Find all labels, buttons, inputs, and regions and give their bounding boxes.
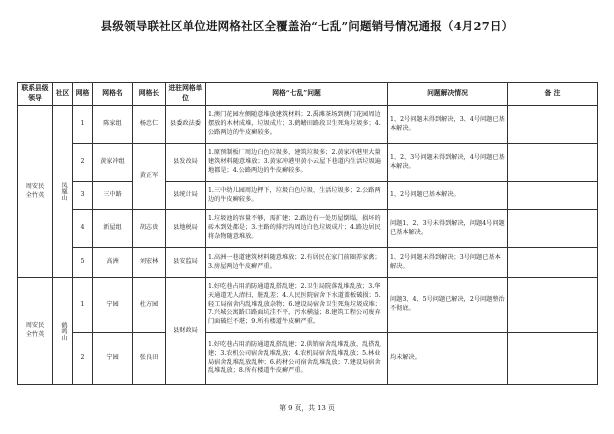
table-row xyxy=(18,248,598,278)
grid-resolution: 均未解决。 xyxy=(388,333,508,385)
header-resolution: 问题解决情况 xyxy=(388,83,508,106)
group-community: 凤凰山 xyxy=(53,106,73,278)
grid-no: 4 xyxy=(73,210,93,248)
header-unit: 进驻网格单位 xyxy=(166,83,206,106)
grid-resolution: 问题3、4、5号问题已解决，2号问题整治不彻底。 xyxy=(388,278,508,333)
table-row xyxy=(18,144,598,182)
page-footer: 第 9 页，共 13 页 xyxy=(279,404,335,412)
grid-name: 宁园 xyxy=(93,333,133,385)
grid-issues: 1.高洲一巷道建筑材料随意堆放；2.有居民在家门前圈养家禽；3.房屋两边牛皮癣严重。 xyxy=(206,248,388,278)
header-grid-leader: 网格长 xyxy=(133,83,166,106)
grid-issues: 1.澳门花园左侧随意堆放建筑材料；2.禹滩茶场到澳门花园周边摆放的木材成堆，垃圾成片；3.鹤鳍田路段卫生死角垃圾多；4.公路两边的牛皮癣较多。 xyxy=(206,106,388,144)
grid-issues: 1.好吃巷占用消防通道乱搭乱建；2.卫生局院落乱堆乱放；3.华天通道无人清扫，脏乱差；4.人民医院宿舍下水道盖板破损；5.轻工局宿舍内乱堆乱放杂物；6.建设局宿舍卫生死角垃圾成堆；7.兴城公寓路口路面坑洼不平，污水横溢；8.建筑工程公司废弃门面破烂不堪；9.所有楼道牛皮癣严重。 xyxy=(206,278,388,333)
grid-unit: 县财政局 xyxy=(166,278,206,385)
header-community: 社区 xyxy=(53,83,73,106)
header-grid-name: 网格名 xyxy=(93,83,133,106)
grid-leader: 黄正军 xyxy=(133,144,166,210)
grid-no: 2 xyxy=(73,333,93,385)
header-row xyxy=(18,83,598,106)
grid-no: 3 xyxy=(73,182,93,210)
grid-leader: 杨忠仁 xyxy=(133,106,166,144)
group-community: 鹤鸣山 xyxy=(53,278,73,385)
page-title: 县级领导联社区单位进网格社区全覆盖治“七乱”问题销号情况通报（4月27日） xyxy=(100,19,514,33)
grid-unit: 县统计局 xyxy=(166,182,206,210)
grid-issues: 1.好吃巷占用消防通道乱搭乱建；2.供销宿舍乱堆乱放、乱搭乱建；3.农机公司宿舍乱堆乱放；4.农机局宿舍乱堆乱放；5.林业局宿舍乱堆乱放乱种；6.药材公司宿舍乱堆乱放；7.建设局宿舍乱堆乱放；8.所有楼道牛皮癣严重。 xyxy=(206,333,388,385)
grid-remarks xyxy=(508,182,598,210)
grid-unit: 县发改局 xyxy=(166,144,206,182)
report-table xyxy=(17,82,598,385)
grid-issues: 1.垃圾池的容量不够，需扩建；2.路边有一处历屋倒塌，损坏的砖木到处都是；3.主路的排污沟周边白色垃圾成片；4.路边居民将杂物随意堆放。 xyxy=(206,210,388,248)
grid-name: 黄家冲组 xyxy=(93,144,133,182)
grid-remarks xyxy=(508,144,598,182)
grid-resolution: 1、2号问题未得到解决，3、4号问题已基本解决。 xyxy=(388,106,508,144)
grid-resolution: 问题1、2、3号未得到解决，问题4号问题已基本解决。 xyxy=(388,210,508,248)
grid-unit: 县安监局 xyxy=(166,248,206,278)
grid-resolution: 1、2号问题未得到解决；3号问题已基本解决。 xyxy=(388,248,508,278)
table-row xyxy=(18,333,598,385)
grid-name: 新屋组 xyxy=(93,210,133,248)
header-remarks: 备 注 xyxy=(508,83,598,106)
table-row xyxy=(18,106,598,144)
group-leader: 周安民 全竹英 xyxy=(18,106,53,278)
grid-remarks xyxy=(508,106,598,144)
grid-no: 2 xyxy=(73,144,93,182)
grid-remarks xyxy=(508,278,598,333)
group-leader: 周安民 全竹英 xyxy=(18,278,53,385)
grid-leader: 张良田 xyxy=(133,333,166,385)
grid-resolution: 1、2、3号问题未得到解决，4号问题已基本解决。 xyxy=(388,144,508,182)
grid-name: 三中路 xyxy=(93,182,133,210)
grid-leader: 胡志贵 xyxy=(133,210,166,248)
grid-no: 1 xyxy=(73,278,93,333)
grid-remarks xyxy=(508,248,598,278)
table-row xyxy=(18,278,598,333)
header-leader: 联系县级领导 xyxy=(18,83,53,106)
table-row xyxy=(18,210,598,248)
header-grid: 网格 xyxy=(73,83,93,106)
grid-remarks xyxy=(508,333,598,385)
grid-name: 高洲 xyxy=(93,248,133,278)
grid-remarks xyxy=(508,210,598,248)
grid-resolution: 1、2号问题已基本解决。 xyxy=(388,182,508,210)
grid-issues: 1.三中幼儿园周边押下，垃圾白色垃圾、生活垃圾多；2.公路两边的牛皮癣较多。 xyxy=(206,182,388,210)
grid-issues: 1.原预制板厂周边白色垃圾多，建筑垃圾多；2.黄家冲港里大量建筑材料随意堆放；3.黄家冲港里黄小云屋下巷道内生活垃圾遍地都是；4.公路两边的牛皮癣较多。 xyxy=(206,144,388,182)
grid-leader: 杜方园 xyxy=(133,278,166,333)
grid-no: 5 xyxy=(73,248,93,278)
grid-unit: 县地税局 xyxy=(166,210,206,248)
grid-leader: 刘宏林 xyxy=(133,248,166,278)
grid-name: 陈家组 xyxy=(93,106,133,144)
table-row xyxy=(18,182,598,210)
grid-no: 1 xyxy=(73,106,93,144)
grid-name: 宁园 xyxy=(93,278,133,333)
header-issues: 网格“七乱”问题 xyxy=(206,83,388,106)
grid-unit: 县委政法委 xyxy=(166,106,206,144)
